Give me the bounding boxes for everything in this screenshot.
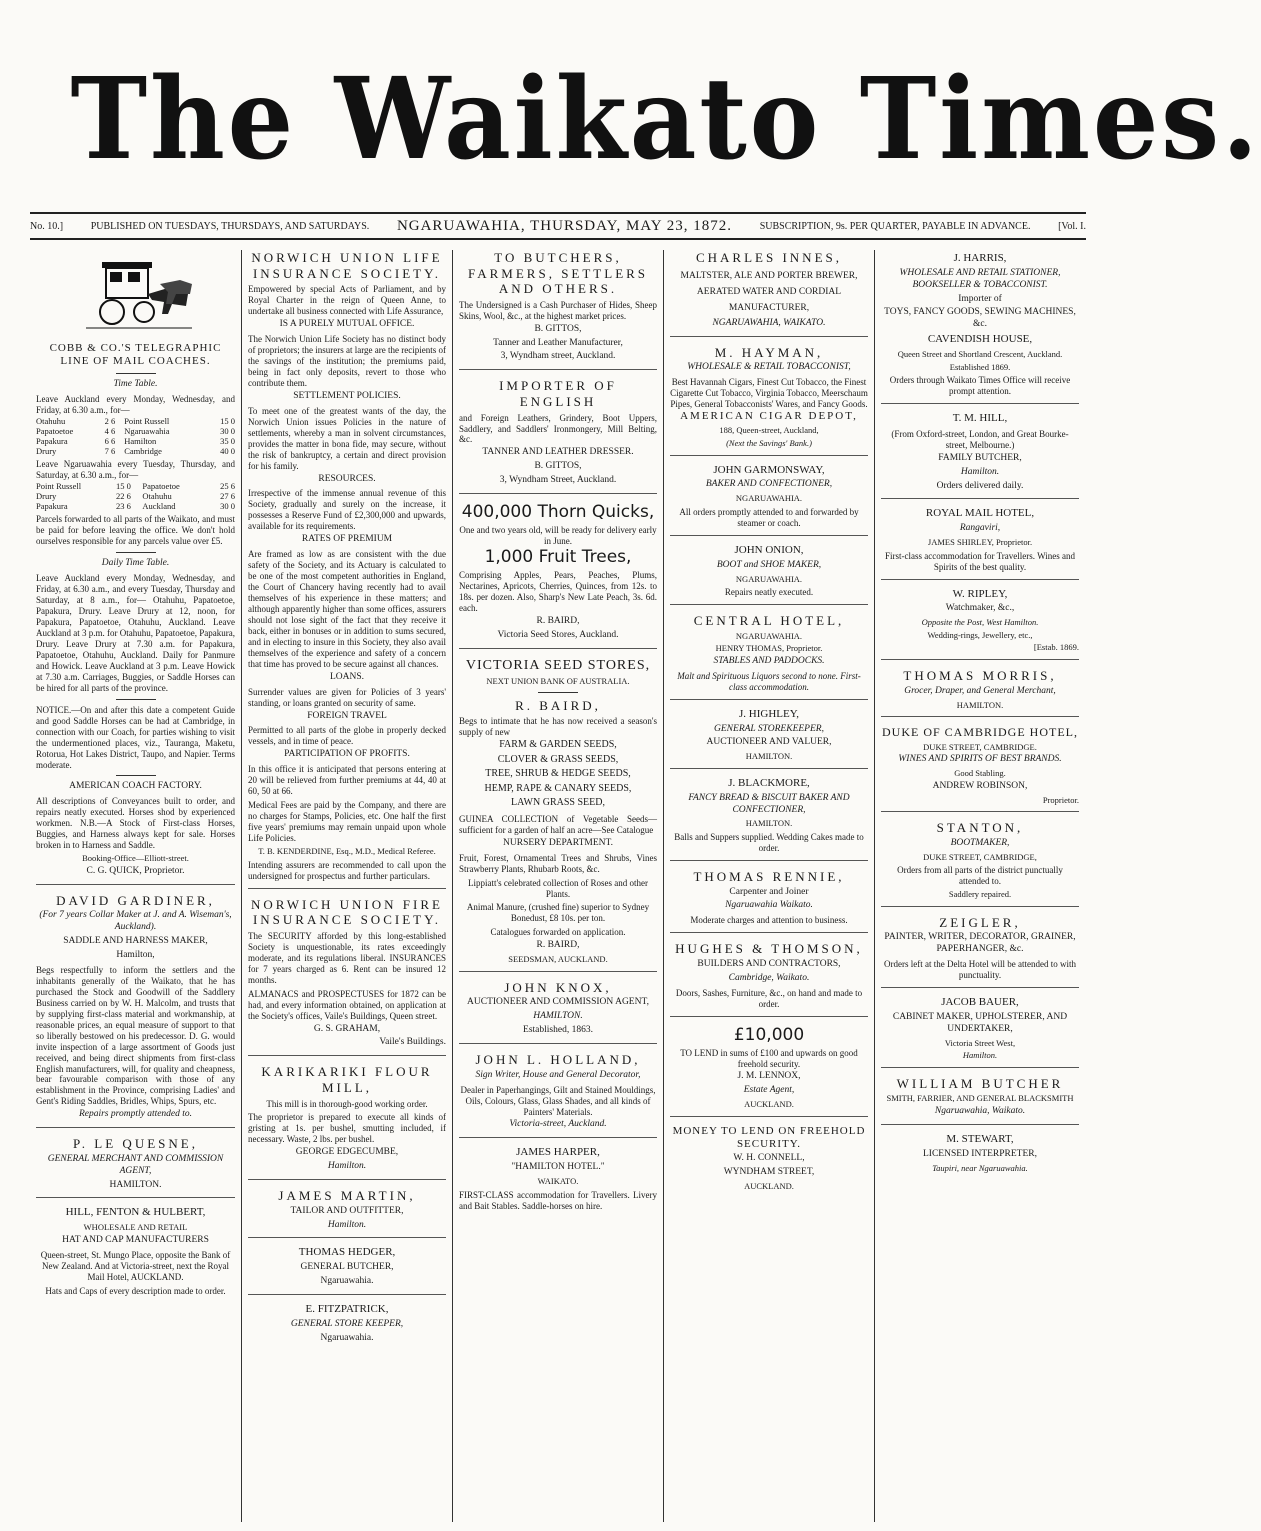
column-2: [241, 250, 452, 1522]
ad-tm-hill: [881, 412, 1079, 499]
ad-central-hotel: [670, 613, 868, 700]
highley-subtitle: GENERAL STOREKEEPER,: [714, 723, 824, 734]
hayman-subtitle: WHOLESALE & RETAIL TOBACCONIST,: [687, 362, 851, 373]
lennox-place: AUCKLAND.: [744, 1099, 794, 1110]
stanton-heading: STANTON,: [936, 820, 1024, 836]
onion-heading: JOHN ONION,: [734, 543, 804, 556]
norwich-life-text: Empowered by special Acts of Parliament, and by Royal Charter in the reign of Queen Anne, to undertake all business connected with Life Assurance,: [248, 284, 446, 317]
royal-mail-text: First-class accommodation for Travellers. Wines and Spirits of the best quality.: [885, 550, 1075, 572]
masthead-title: The Waikato Times.: [70, 54, 1261, 185]
stagecoach-illustration: [76, 254, 196, 338]
butchers-text: The Undersigned is a Cash Purchaser of Hides, Sheep Skins, Wool, &c., at the highest market prices.: [459, 299, 657, 321]
almanacs-text: ALMANACS and PROSPECTUSES for 1872 can be had, and every information obtained, on application at the Society's offices, Vaile's Buildings, Queen street.: [248, 988, 446, 1021]
timetable-1: [36, 416, 235, 456]
gardiner-repairs: Repairs promptly attended to.: [78, 1109, 193, 1120]
ad-john-knox: [459, 980, 657, 1044]
norwich-life-heading: NORWICH UNION LIFE INSURANCE SOCIETY.: [251, 250, 443, 281]
martin-subtitle: TAILOR AND OUTFITTER,: [290, 1205, 404, 1216]
divider: [116, 373, 156, 374]
harper-text: FIRST-CLASS accommodation for Travellers. Livery and Bait Stables. Saddle-horses on hire.: [459, 1189, 657, 1211]
butchers-signature: B. GITTOS,: [534, 323, 582, 334]
ad-zeigler: [881, 915, 1079, 988]
hedger-heading: THOMAS HEDGER,: [298, 1246, 396, 1259]
baird-seedsman: SEEDSMAN, AUCKLAND.: [508, 954, 608, 965]
edgecumbe-name: GEORGE EDGECUMBE,: [295, 1147, 399, 1158]
hughes-heading: HUGHES & THOMSON,: [675, 941, 863, 957]
highley-place: HAMILTON.: [745, 751, 793, 762]
morris-subtitle: Grocer, Draper, and General Merchant,: [904, 685, 1056, 696]
knox-established: Established, 1863.: [523, 1025, 593, 1036]
harper-heading: JAMES HARPER,: [516, 1146, 600, 1159]
william-butcher-place: Ngaruawahia, Waikato.: [934, 1106, 1026, 1117]
parcels-text: Parcels forwarded to all parts of the Waikato, and must be paid for before leaving the office. We don't hold ourselves responsible for any parcels value over £5.: [36, 514, 235, 547]
daily-time-table-heading: Daily Time Table.: [101, 558, 170, 569]
list-item: LAWN GRASS SEED,: [511, 797, 605, 809]
ad-money-to-lend: [670, 1125, 868, 1198]
royal-mail-proprietor: JAMES SHIRLEY, Proprietor.: [927, 537, 1033, 547]
column-5: [874, 250, 1085, 1522]
rates-heading: RATES OF PREMIUM: [301, 534, 393, 545]
table-row: Papakura 6 6 Hamilton 35 0: [36, 436, 235, 447]
table-row: Drury 22 6 Otahuhu 27 6: [36, 491, 235, 502]
ripley-text: Wedding-rings, Jewellery, etc.,: [927, 629, 1033, 640]
ad-victoria-seed: [459, 657, 657, 972]
le-quesne-place: HAMILTON.: [109, 1179, 162, 1190]
ripley-established: [Estab. 1869.: [1033, 642, 1079, 653]
central-proprietor: HENRY THOMAS, Proprietor.: [715, 643, 823, 654]
knox-subtitle: AUCTIONEER AND COMMISSION AGENT,: [467, 997, 649, 1008]
tm-hill-trade: FAMILY BUTCHER,: [938, 452, 1022, 463]
lennox-subtitle: Estate Agent,: [743, 1085, 795, 1096]
cavendish-established: Established 1869.: [949, 361, 1011, 372]
bauer-subtitle: CABINET MAKER, UPHOLSTERER, AND UNDERTAKER,: [892, 1011, 1068, 1034]
harris-importer: Importer of: [958, 293, 1002, 304]
ad-cobb: [36, 254, 235, 885]
notice-text: NOTICE.—On and after this date a competent Guide and good Saddle Horses can be had at Cambridge, in connection with our Coach, for parties wishing to visit the undermentioned places, viz., Tauranga, Maketu, Rotorua, Hot Lakes District, Taupo, and Napier. Terms moderate.: [36, 704, 235, 770]
tanner-line: TANNER AND LEATHER DRESSER.: [482, 447, 634, 458]
victoria-seed-heading: VICTORIA SEED STORES,: [465, 657, 651, 673]
ad-hughes-thomson: [670, 941, 868, 1016]
holland-heading: JOHN L. HOLLAND,: [475, 1052, 641, 1068]
daily-time-table-text: Leave Auckland every Monday, Wednesday, and Friday, at 6.30 a.m., and every Tuesday, Thursday and Saturday, at 8 a.m., for— Otahuhu, Papatoetoe, Papakura, Drury. Leave Drury at 12, noon, for Papakura, Papatoetoe, Otahuhu, Auckland. Leave Auckland at 3 p.m. for Otahuhu, Papatoetoe, Papakura, Drury. Leave Drury at 7.30 a.m. for Papakura, Papatoetoe, Otahuhu, Auckland. Daily for Panmure and Howick. Leave Auckland at 3 p.m. Leave Howick at 7.30 a.m. Carriages, Buggies, or Saddle Horses can be hired for all parts of the province.: [36, 573, 235, 693]
ad-ripley: [881, 588, 1079, 661]
graham-name: G. S. GRAHAM,: [313, 1023, 381, 1034]
medical-referee: T. B. KENDERDINE, Esq., M.D., Medical Referee.: [258, 846, 436, 857]
knox-place: HAMILTON.: [533, 1011, 583, 1022]
duke-heading: DUKE OF CAMBRIDGE HOTEL,: [882, 725, 1078, 740]
onion-subtitle: BOOT and SHOE MAKER,: [716, 559, 822, 570]
foreign-travel-text: Permitted to all parts of the globe in properly decked vessels, and in time of peace.: [248, 725, 446, 747]
ad-fitzpatrick: [248, 1303, 446, 1351]
holland-subtitle: Sign Writer, House and General Decorator,: [475, 1069, 641, 1080]
ad-norwich-life: [248, 250, 446, 889]
edgecumbe-place: Hamilton.: [327, 1161, 367, 1172]
seed-list: [459, 738, 657, 811]
graham-place: Vaile's Buildings.: [379, 1037, 446, 1048]
norwich-fire-text: The SECURITY afforded by this long-established Society is unquestionable, its rates exceedingly moderate, and its regulations liberal. INSURANCES for 7 years charged as 6. Rent can be insured 12 months.: [248, 930, 446, 985]
fruit-trees-heading: 1,000 Fruit Trees,: [484, 547, 632, 567]
central-text: Malt and Spirituous Liquors second to none. First-class accommodation.: [677, 670, 861, 692]
onion-place: NGARUAWAHIA.: [735, 573, 803, 584]
cavendish-heading: CAVENDISH HOUSE,: [927, 333, 1033, 346]
table-row: Papatoetoe 4 6 Ngaruawahia 30 0: [36, 426, 235, 437]
highley-trade: AUCTIONEER AND VALUER,: [706, 737, 832, 748]
fitzpatrick-place: Ngaruawahia.: [320, 1332, 374, 1343]
participation-heading: PARTICIPATION OF PROFITS.: [284, 749, 410, 760]
ad-thorn-quicks: [459, 502, 657, 649]
garmonsway-subtitle: BAKER AND CONFECTIONER,: [705, 479, 833, 490]
baird-address: Victoria Seed Stores, Auckland.: [497, 629, 619, 640]
royal-mail-place: Rangaviri,: [959, 523, 1001, 534]
baird-name: R. BAIRD,: [536, 615, 580, 626]
ad-gardiner: [36, 893, 235, 1129]
gardiner-subtitle: (For 7 years Collar Maker at J. and A. Wiseman's, Auckland).: [39, 910, 232, 933]
duke-wines: WINES AND SPIRITS OF BEST BRANDS.: [898, 754, 1062, 765]
manure-text: Animal Manure, (crushed fine) superior to Sydney Bonedust, £8 10s. per ton.: [466, 902, 650, 924]
stewart-heading: M. STEWART,: [946, 1132, 1014, 1145]
hill-fenton-footer: Hats and Caps of every description made to order.: [45, 1285, 226, 1296]
hedger-subtitle: GENERAL BUTCHER,: [300, 1262, 394, 1273]
bauer-address: Victoria Street West,: [944, 1037, 1016, 1048]
ad-jacob-bauer: [881, 996, 1079, 1068]
zeigler-subtitle: PAINTER, WRITER, DECORATOR, GRAINER, PAPERHANGER, &c.: [884, 932, 1076, 955]
william-butcher-heading: WILLIAM BUTCHER: [896, 1075, 1064, 1091]
nursery-heading: NURSERY DEPARTMENT.: [503, 837, 613, 848]
harper-subtitle: "HAMILTON HOTEL.": [511, 1162, 605, 1173]
ad-to-butchers: [459, 250, 657, 370]
ad-james-martin: [248, 1188, 446, 1238]
karikariki-text: This mill is in thorough-good working order.: [266, 1098, 428, 1109]
foreign-travel-heading: FOREIGN TRAVEL: [307, 710, 387, 721]
harris-subtitle: WHOLESALE AND RETAIL STATIONER, BOOKSELLER & TOBACCONIST.: [899, 267, 1061, 290]
hayman-text: Best Havannah Cigars, Finest Cut Tobacco, the Finest Cigarette Cut Tobacco, Virginia Tobacco, Meerschaum Pipes, General Tobacconists' Wares, and Fancy Goods.: [670, 377, 868, 410]
ad-le-quesne: [36, 1136, 235, 1198]
cavendish-orders: Orders through Waikato Times Office will receive prompt attention.: [889, 375, 1071, 397]
gittos-name: B. GITTOS,: [534, 461, 582, 472]
garmonsway-text: All orders promptly attended to and forwarded by steamer or coach.: [679, 506, 859, 528]
rennie-subtitle: Carpenter and Joiner: [729, 886, 809, 897]
settlement-text: To meet one of the greatest wants of the day, the Norwich Union issues Policies in the nature of settlements, whereby a man in solvent circumstances, provides the matter in bona fide, may secure, without the risk of bankruptcy, a certain and direct provision for his family.: [248, 405, 446, 471]
holland-place: Victoria-street, Auckland.: [509, 1119, 607, 1130]
innes-subtitle: MALTSTER, ALE AND PORTER BREWER, AERATED WATER AND CORDIAL MANUFACTURER,: [680, 270, 858, 313]
morris-place: HAMILTON.: [956, 699, 1004, 710]
bauer-heading: JACOB BAUER,: [941, 996, 1019, 1009]
baird-signature: R. BAIRD,: [536, 940, 580, 951]
blackmore-heading: J. BLACKMORE,: [728, 776, 810, 789]
harper-place: WAIKATO.: [537, 1175, 579, 1186]
central-heading: CENTRAL HOTEL,: [693, 613, 845, 629]
hill-fenton-trade: HAT AND CAP MANUFACTURERS: [62, 1234, 209, 1245]
le-quesne-heading: P. LE QUESNE,: [73, 1136, 198, 1152]
holland-text: Dealer in Paperhangings, Gilt and Stained Mouldings, Oils, Colours, Glass, Glass Shades, and all kinds of Painters' Materials.: [460, 1084, 656, 1117]
nursery-text: Fruit, Forest, Ornamental Trees and Shrubs, Vines Strawberry Plants, Rhubarb Roots, &c.: [459, 852, 657, 874]
ad-norwich-fire: [248, 897, 446, 1057]
timetable-2: [36, 481, 235, 511]
stanton-text: Orders from all parts of the district punctually attended to.: [897, 865, 1063, 887]
morris-heading: THOMAS MORRIS,: [903, 668, 1057, 684]
list-item: CLOVER & GRASS SEEDS,: [497, 753, 619, 765]
resources-text: Irrespective of the immense annual revenue of this Society, gradually and surely on the increase, it possesses a Reserve Fund of £2,300,000 and upwards, available for its requirements.: [248, 488, 446, 532]
importer-heading: IMPORTER OF ENGLISH: [499, 378, 617, 409]
publication-days: PUBLISHED ON TUESDAYS, THURSDAYS, AND SATURDAYS.: [90, 220, 370, 232]
cigar-depot-note: (Next the Savings' Bank.): [726, 438, 812, 449]
bauer-place: Hamilton.: [962, 1050, 998, 1061]
rennie-place: Ngaruawahia Waikato.: [725, 900, 813, 911]
divider: [116, 775, 156, 776]
garmonsway-place: NGARUAWAHIA.: [735, 493, 803, 504]
ad-hedger: [248, 1246, 446, 1295]
duke-address: DUKE STREET, CAMBRIDGE.: [923, 741, 1037, 752]
column-1: [30, 250, 241, 1522]
butchers-heading: TO BUTCHERS, FARMERS, SETTLERS AND OTHERS.: [467, 250, 649, 297]
karikariki-text-2: The proprietor is prepared to execute all kinds of gristing at 1s. per bushel, smutting included, if necessary. Waste, 2 lbs. per bushel.: [248, 1112, 446, 1145]
innes-place: NGARUAWAHIA, WAIKATO.: [712, 318, 826, 329]
cigar-depot-address: 188, Queen-street, Auckland,: [719, 425, 819, 436]
ripley-subtitle: Watchmaker, &c.,: [945, 603, 1015, 614]
cigar-depot-heading: AMERICAN CIGAR DEPOT,: [680, 410, 858, 423]
leave-ngaruawahia-text: Leave Ngaruawahia every Tuesday, Thursday, and Saturday, at 6.30 a.m., for—: [36, 459, 235, 481]
rates-text: Are framed as low as are consistent with the due safety of the Society, and its Actuary is calculated to be one of the most competent authorities in England, the Court of Chancery having recently had to avail themselves of his experience in these matters; and although apparently higher than some offices, assurers should not lose sight of the fact that they receive it back, either in bonuses or in addition to sums secured, and in electing to insure in this Society, they also avail themselves of the experience and safety of a concern that time has proved to be secure against all chances.: [248, 549, 446, 669]
loans-text: Surrender values are given for Policies of 3 years' standing, or loans granted on security of same.: [248, 686, 446, 708]
ad-harper: [459, 1146, 657, 1217]
hill-fenton-subtitle: WHOLESALE AND RETAIL: [83, 1222, 188, 1233]
participation-text: In this office it is anticipated that persons entering at 20 will be relieved from further premiums at 44, 40 at 60, 50 at 66.: [248, 764, 446, 797]
cobb-heading: COBB & CO.'S TELEGRAPHIC LINE OF MAIL COACHES.: [49, 342, 222, 368]
divider: [538, 692, 578, 693]
ad-morris: [881, 668, 1079, 717]
lend-amount: £10,000: [733, 1024, 805, 1045]
gardiner-place: Hamilton,: [116, 949, 155, 960]
table-row: Point Russell 15 0 Papatoetoe 25 6: [36, 481, 235, 492]
blackmore-text: Balls and Suppers supplied. Wedding Cakes made to order.: [674, 832, 864, 853]
guinea-text: GUINEA COLLECTION of Vegetable Seeds—sufficient for a garden of half an acre—See Catalogue: [459, 813, 657, 835]
divider: [116, 552, 156, 553]
mutual-text: The Norwich Union Life Society has no distinct body of proprietors; the insurers at large are the recipients of the savings of the institution; the premiums paid, being in fact only deposits, revert to those who contribute them.: [248, 333, 447, 388]
money-heading: MONEY TO LEND ON FREEHOLD SECURITY.: [672, 1124, 866, 1151]
tm-hill-orders: Orders delivered daily.: [936, 480, 1024, 491]
ad-highley: [670, 708, 868, 769]
blackmore-subtitle: FANCY BREAD & BISCUIT BAKER AND CONFECTIONER,: [688, 792, 850, 815]
central-stables: STABLES AND PADDOCKS.: [713, 655, 825, 666]
divider: [116, 699, 156, 700]
butchers-address: 3, Wyndham street, Auckland.: [500, 351, 616, 362]
garmonsway-heading: JOHN GARMONSWAY,: [713, 463, 825, 476]
ad-stanton: [881, 820, 1079, 907]
highley-heading: J. HIGHLEY,: [739, 707, 799, 720]
ripley-heading: W. RIPLEY,: [952, 587, 1008, 600]
hedger-place: Ngaruawahia.: [320, 1276, 374, 1287]
lend-text: TO LEND in sums of £100 and upwards on good freehold security.: [680, 1047, 858, 1069]
ad-importer: [459, 378, 657, 494]
william-butcher-subtitle: SMITH, FARRIER, AND GENERAL BLACKSMITH: [886, 1093, 1074, 1104]
ad-duke-of-cambridge: [881, 725, 1079, 812]
victoria-seed-subtitle: NEXT UNION BANK OF AUSTRALIA.: [486, 676, 630, 687]
lippiatt-text: Lippiatt's celebrated collection of Roses and other Plants.: [467, 877, 649, 899]
martin-heading: JAMES MARTIN,: [278, 1188, 416, 1204]
duke-proprietor-title: Proprietor.: [1042, 794, 1079, 805]
connell-name: W. H. CONNELL,: [733, 1153, 805, 1164]
stewart-subtitle: LICENSED INTERPRETER,: [923, 1148, 1037, 1159]
place-date: NGARUAWAHIA, THURSDAY, MAY 23, 1872.: [396, 217, 733, 234]
baird-heading: R. BAIRD,: [515, 697, 601, 713]
list-item: FARM & GARDEN SEEDS,: [499, 739, 617, 751]
leave-auckland-text: Leave Auckland every Monday, Wednesday, and Friday, at 6.30 a.m., for—: [36, 394, 235, 416]
tm-hill-place: Hamilton.: [960, 466, 1000, 477]
norwich-fire-heading: NORWICH UNION FIRE INSURANCE SOCIETY.: [251, 896, 443, 928]
dateline: [30, 212, 1086, 240]
hughes-text: Doors, Sashes, Furniture, &c., on hand and made to order.: [675, 987, 863, 1009]
volume: [Vol. I.: [1058, 220, 1086, 232]
catalogues-text: Catalogues forwarded on application.: [490, 927, 626, 938]
martin-place: Hamilton.: [327, 1219, 367, 1230]
zeigler-text: Orders left at the Delta Hotel will be attended to with punctuality.: [884, 959, 1076, 981]
mutual-heading: IS A PURELY MUTUAL OFFICE.: [279, 319, 415, 330]
loans-heading: LOANS.: [329, 671, 365, 682]
ad-charles-innes: [670, 250, 868, 337]
harris-heading: J. HARRIS,: [953, 252, 1007, 264]
rennie-text: Moderate charges and attention to business.: [690, 915, 848, 926]
gardiner-trade: SADDLE AND HARNESS MAKER,: [63, 936, 208, 947]
hayman-heading: M. HAYMAN,: [714, 344, 824, 360]
ad-william-butcher: [881, 1076, 1079, 1125]
table-row: Papakura 23 6 Auckland 30 0: [36, 501, 235, 512]
rennie-heading: THOMAS RENNIE,: [693, 868, 845, 884]
stanton-subtitle: BOOTMAKER,: [950, 837, 1010, 848]
gardiner-heading: DAVID GARDINER,: [56, 892, 215, 908]
list-item: TREE, SHRUB & HEDGE SEEDS,: [485, 768, 631, 780]
duke-proprietor: ANDREW ROBINSON,: [932, 780, 1028, 791]
harris-goods: TOYS, FANCY GOODS, SEWING MACHINES, &c.: [884, 307, 1076, 330]
gittos-address: 3, Wyndham Street, Auckland.: [499, 475, 617, 486]
butchers-trade: Tanner and Leather Manufacturer,: [493, 337, 623, 348]
intending-text: Intending assurers are recommended to call upon the undersigned for prospectus and further particulars.: [248, 859, 446, 881]
importer-text: and Foreign Leathers, Grindery, Boot Uppers, Saddlery, and Saddlers' Ironmongery, Mill Belting, &c.: [459, 412, 657, 445]
knox-heading: JOHN KNOX,: [504, 979, 612, 995]
fitzpatrick-subtitle: GENERAL STORE KEEPER,: [290, 1318, 404, 1329]
ad-blackmore: [670, 777, 868, 861]
table-row: Otahuhu 2 6 Point Russell 15 0: [36, 416, 235, 427]
lennox-name: J. M. LENNOX,: [737, 1071, 801, 1082]
hill-fenton-heading: HILL, FENTON & HULBERT,: [65, 1206, 206, 1219]
booking-office: Booking-Office—Elliott-street.: [82, 853, 189, 864]
fitzpatrick-heading: E. FITZPATRICK,: [305, 1302, 389, 1315]
columns: [30, 250, 1086, 1522]
central-place: NGARUAWAHIA.: [735, 630, 803, 641]
gardiner-text: Begs respectfully to inform the settlers and the inhabitants generally of the Waikato, that he has purchased the Stock and Goodwill of the Saddlery Business carried on by W. H. Malcolm, and trusts that by supplying first-class material and workmanship, at reasonable prices, an equal measure of support to that so liberally bestowed on his predecessor. D. G. would invite inspection of a large assortment of Goods just received, and being direct shipments from first-class English manufacturers, will, for quality and cheapness, bear favourable comparison with those of any establishment in the Province, comprising Ladies' and Gent's Riding Saddles, Bridles, Whips, Spurs, etc.: [36, 964, 235, 1107]
coach-factory-heading: AMERICAN COACH FACTORY.: [69, 781, 202, 792]
table-row: Drury 7 6 Cambridge 40 0: [36, 446, 235, 457]
ad-stewart: [881, 1133, 1079, 1179]
settlement-heading: SETTLEMENT POLICIES.: [293, 390, 401, 401]
masthead: [28, 40, 1261, 200]
ad-garmonsway: [670, 464, 868, 536]
fruit-trees-text: Comprising Apples, Pears, Peaches, Plums, Nectarines, Apricots, Cherries, Quinces, from 12s. to 18s. per dozen. Also, Sharp's New Late Peach, 3s. 6d. each.: [459, 570, 657, 613]
ripley-place: Opposite the Post, West Hamilton.: [921, 617, 1039, 628]
connell-address: WYNDHAM STREET,: [723, 1167, 815, 1178]
cobb-proprietor: C. G. QUICK, Proprietor.: [86, 865, 185, 876]
zeigler-heading: ZEIGLER,: [939, 914, 1021, 930]
le-quesne-subtitle: GENERAL MERCHANT AND COMMISSION AGENT,: [47, 1153, 224, 1176]
stanton-address: DUKE STREET, CAMBRIDGE,: [923, 851, 1037, 862]
duke-stabling: Good Stabling.: [954, 768, 1006, 779]
ad-karikariki: [248, 1064, 446, 1180]
coach-factory-text: All descriptions of Conveyances built to order, and repairs neatly executed. Horses shod by experienced workmen. N.B.—A Stock of First-class Horses, Buggies, and Harness always kept for sale. Horses broken in to Harness and Saddle.: [36, 796, 235, 851]
hughes-place: Cambridge, Waikato.: [728, 972, 810, 983]
royal-mail-heading: ROYAL MAIL HOTEL,: [925, 507, 1035, 520]
karikariki-heading: KARIKARIKI FLOUR MILL,: [261, 1064, 433, 1095]
ad-hill-fenton: [36, 1206, 235, 1302]
hughes-subtitle: BUILDERS AND CONTRACTORS,: [697, 958, 841, 969]
column-4: [663, 250, 874, 1522]
subscription: SUBSCRIPTION, 9s. PER QUARTER, PAYABLE IN ADVANCE.: [759, 220, 1031, 232]
medical-text: Medical Fees are paid by the Company, and there are no charges for Stamps, Policies, etc. One half the first five years' premiums may remain unpaid upon whole Life Policies.: [248, 800, 446, 844]
resources-heading: RESOURCES.: [318, 473, 376, 484]
tm-hill-text: (From Oxford-street, London, and Great Bourke-street, Melbourne.): [891, 428, 1069, 450]
issue-number: No. 10.]: [30, 220, 64, 232]
baird-text: Begs to intimate that he has now received a season's supply of new: [459, 716, 657, 738]
list-item: HEMP, RAPE & CANARY SEEDS,: [484, 782, 632, 794]
tm-hill-heading: T. M. HILL,: [952, 412, 1008, 425]
thorn-quicks-text: One and two years old, will be ready for delivery early in June.: [459, 525, 657, 547]
hill-fenton-text: Queen-street, St. Mungo Place, opposite the Bank of New Zealand. And at Victoria-street, next the Royal Mail Hotel, AUCKLAND.: [40, 1249, 231, 1282]
thorn-quicks-heading: 400,000 Thorn Quicks,: [461, 502, 655, 523]
ad-rennie: [670, 869, 868, 933]
innes-heading: CHARLES INNES,: [695, 250, 842, 265]
connell-place: AUCKLAND.: [744, 1180, 794, 1191]
ad-lennox: [670, 1025, 868, 1117]
ad-holland: [459, 1052, 657, 1138]
time-table-heading: Time Table.: [113, 379, 158, 390]
cavendish-address: Queen Street and Shortland Crescent, Auckland.: [897, 348, 1063, 359]
column-3: [452, 250, 663, 1522]
stewart-place: Taupiri, near Ngaruawahia.: [932, 1162, 1028, 1173]
stanton-saddlery: Saddlery repaired.: [948, 889, 1012, 900]
ad-hayman: [670, 345, 868, 456]
blackmore-place: HAMILTON.: [745, 818, 793, 829]
ad-onion: [670, 544, 868, 605]
ad-harris: [881, 252, 1079, 404]
ad-royal-mail: [881, 507, 1079, 579]
onion-text: Repairs neatly executed.: [724, 587, 814, 598]
